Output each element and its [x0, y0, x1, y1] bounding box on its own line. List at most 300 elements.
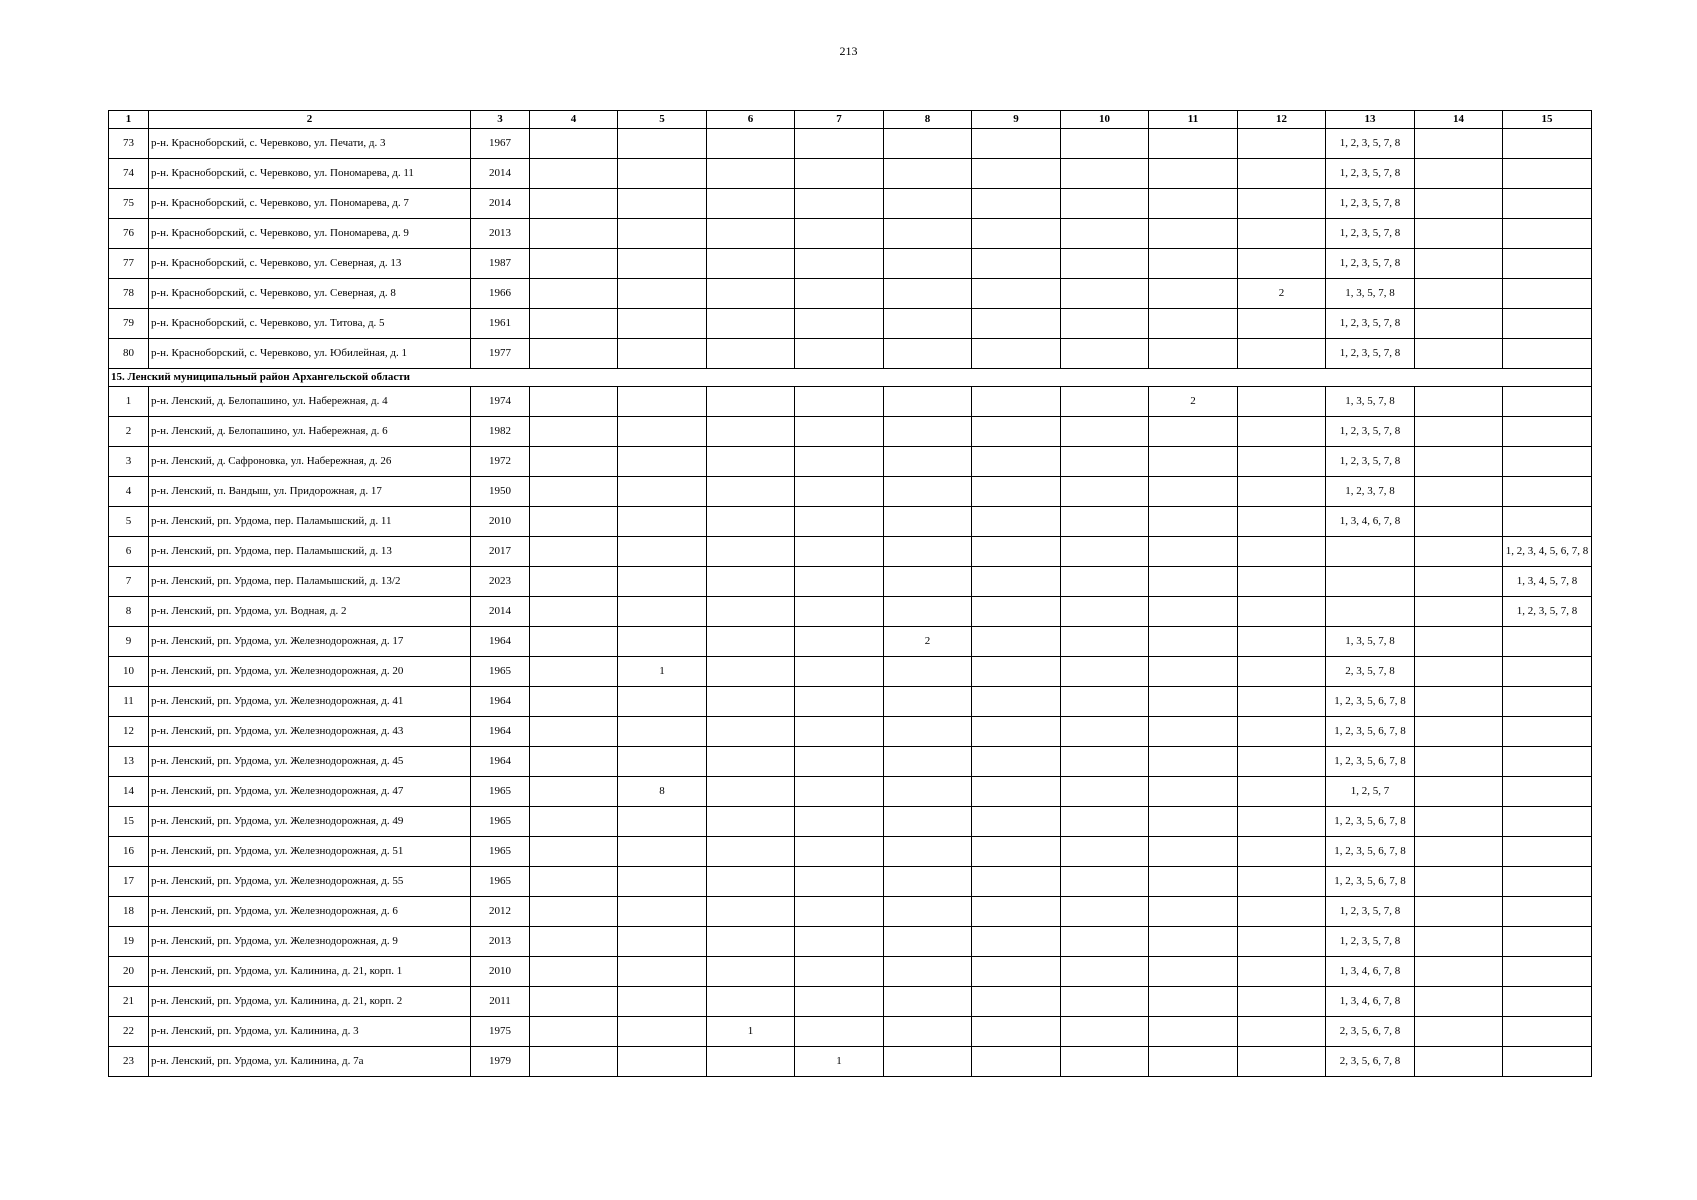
table-cell-col-2: р-н. Ленский, д. Белопашино, ул. Набережная, д. 6 — [149, 417, 471, 447]
table-cell-col-13: 1, 2, 3, 5, 7, 8 — [1326, 159, 1415, 189]
table-cell-col-14 — [1415, 837, 1503, 867]
table-cell-col-7 — [795, 927, 884, 957]
table-row — [109, 387, 1592, 417]
table-cell-col-11 — [1149, 807, 1238, 837]
table-cell-col-5 — [618, 897, 707, 927]
table-cell-col-8 — [884, 339, 972, 369]
table-cell-col-13 — [1326, 597, 1415, 627]
table-cell-col-6 — [707, 867, 795, 897]
table-cell-col-9 — [972, 657, 1061, 687]
table-cell-col-4 — [530, 747, 618, 777]
table-cell-col-3: 1965 — [471, 837, 530, 867]
table-cell-col-13: 1, 2, 3, 5, 6, 7, 8 — [1326, 747, 1415, 777]
table-cell-col-11 — [1149, 129, 1238, 159]
table-cell-col-13: 1, 3, 5, 7, 8 — [1326, 627, 1415, 657]
table-cell-col-9 — [972, 957, 1061, 987]
table-cell-col-10 — [1061, 777, 1149, 807]
table-cell-col-2: р-н. Ленский, рп. Урдома, ул. Железнодорожная, д. 6 — [149, 897, 471, 927]
table-cell-col-14 — [1415, 417, 1503, 447]
table-cell-col-10 — [1061, 339, 1149, 369]
column-header-5: 5 — [618, 111, 707, 129]
table-cell-col-9 — [972, 189, 1061, 219]
table-cell-col-5 — [618, 537, 707, 567]
table-cell-col-6 — [707, 897, 795, 927]
table-cell-col-3: 1974 — [471, 387, 530, 417]
table-cell-col-15 — [1503, 837, 1592, 867]
table-row — [109, 339, 1592, 369]
table-cell-col-10 — [1061, 447, 1149, 477]
table-cell-col-4 — [530, 279, 618, 309]
table-row — [109, 807, 1592, 837]
table-cell-col-8 — [884, 957, 972, 987]
table-cell-col-12 — [1238, 219, 1326, 249]
table-cell-col-5 — [618, 597, 707, 627]
table-cell-col-7 — [795, 279, 884, 309]
table-cell-col-3: 1965 — [471, 807, 530, 837]
table-cell-col-4 — [530, 957, 618, 987]
table-cell-col-14 — [1415, 747, 1503, 777]
table-cell-col-8 — [884, 537, 972, 567]
table-cell-col-7 — [795, 417, 884, 447]
table-cell-col-8 — [884, 189, 972, 219]
table-cell-col-12 — [1238, 129, 1326, 159]
table-cell-col-1: 15 — [109, 807, 149, 837]
table-cell-col-13: 1, 2, 3, 5, 7, 8 — [1326, 309, 1415, 339]
table-cell-col-11 — [1149, 537, 1238, 567]
table-cell-col-10 — [1061, 597, 1149, 627]
table-cell-col-1: 80 — [109, 339, 149, 369]
table-cell-col-12 — [1238, 987, 1326, 1017]
table-cell-col-2: р-н. Ленский, рп. Урдома, пер. Паламышский, д. 11 — [149, 507, 471, 537]
table-cell-col-15 — [1503, 309, 1592, 339]
table-cell-col-9 — [972, 417, 1061, 447]
table-cell-col-14 — [1415, 1017, 1503, 1047]
table-cell-col-9 — [972, 627, 1061, 657]
table-cell-col-1: 22 — [109, 1017, 149, 1047]
table-row — [109, 777, 1592, 807]
table-row — [109, 627, 1592, 657]
table-cell-col-12 — [1238, 309, 1326, 339]
table-cell-col-15 — [1503, 627, 1592, 657]
column-header-7: 7 — [795, 111, 884, 129]
table-cell-col-13: 1, 2, 3, 5, 6, 7, 8 — [1326, 837, 1415, 867]
table-cell-col-4 — [530, 339, 618, 369]
table-cell-col-15 — [1503, 777, 1592, 807]
table-cell-col-2: р-н. Ленский, рп. Урдома, ул. Железнодорожная, д. 47 — [149, 777, 471, 807]
table-cell-col-5 — [618, 279, 707, 309]
table-cell-col-11 — [1149, 597, 1238, 627]
table-cell-col-1: 18 — [109, 897, 149, 927]
table-cell-col-14 — [1415, 927, 1503, 957]
table-cell-col-13: 1, 2, 3, 5, 7, 8 — [1326, 339, 1415, 369]
table-cell-col-7 — [795, 687, 884, 717]
table-cell-col-9 — [972, 447, 1061, 477]
table-cell-col-6 — [707, 249, 795, 279]
table-cell-col-6 — [707, 777, 795, 807]
table-cell-col-8 — [884, 219, 972, 249]
table-cell-col-1: 2 — [109, 417, 149, 447]
column-number-header-row — [109, 111, 1592, 129]
table-cell-col-15: 1, 2, 3, 5, 7, 8 — [1503, 597, 1592, 627]
table-cell-col-3: 2013 — [471, 219, 530, 249]
table-cell-col-6 — [707, 1047, 795, 1077]
table-cell-col-1: 3 — [109, 447, 149, 477]
table-cell-col-10 — [1061, 309, 1149, 339]
table-cell-col-1: 10 — [109, 657, 149, 687]
table-cell-col-1: 73 — [109, 129, 149, 159]
table-cell-col-8 — [884, 687, 972, 717]
table-cell-col-2: р-н. Ленский, рп. Урдома, пер. Паламышский, д. 13 — [149, 537, 471, 567]
table-cell-col-6 — [707, 927, 795, 957]
table-cell-col-2: р-н. Красноборский, с. Черевково, ул. Пономарева, д. 9 — [149, 219, 471, 249]
table-cell-col-2: р-н. Ленский, рп. Урдома, ул. Калинина, д. 7а — [149, 1047, 471, 1077]
table-cell-col-4 — [530, 597, 618, 627]
table-cell-col-9 — [972, 747, 1061, 777]
table-cell-col-7 — [795, 567, 884, 597]
table-cell-col-2: р-н. Ленский, д. Белопашино, ул. Набережная, д. 4 — [149, 387, 471, 417]
table-cell-col-8 — [884, 747, 972, 777]
table-cell-col-10 — [1061, 159, 1149, 189]
table-cell-col-12 — [1238, 957, 1326, 987]
table-cell-col-14 — [1415, 567, 1503, 597]
table-cell-col-1: 76 — [109, 219, 149, 249]
table-cell-col-5 — [618, 249, 707, 279]
table-cell-col-9 — [972, 339, 1061, 369]
table-cell-col-3: 2014 — [471, 597, 530, 627]
table-cell-col-7 — [795, 837, 884, 867]
table-cell-col-15 — [1503, 129, 1592, 159]
table-cell-col-12 — [1238, 477, 1326, 507]
table-cell-col-7 — [795, 219, 884, 249]
table-cell-col-6 — [707, 387, 795, 417]
table-cell-col-7 — [795, 597, 884, 627]
table-cell-col-2: р-н. Красноборский, с. Черевково, ул. Печати, д. 3 — [149, 129, 471, 159]
table-cell-col-6 — [707, 477, 795, 507]
table-cell-col-15 — [1503, 189, 1592, 219]
table-cell-col-11 — [1149, 339, 1238, 369]
table-cell-col-11 — [1149, 687, 1238, 717]
table-cell-col-10 — [1061, 189, 1149, 219]
table-cell-col-8 — [884, 477, 972, 507]
table-cell-col-1: 8 — [109, 597, 149, 627]
table-cell-col-14 — [1415, 189, 1503, 219]
table-cell-col-3: 2014 — [471, 159, 530, 189]
table-cell-col-7 — [795, 807, 884, 837]
table-cell-col-15 — [1503, 687, 1592, 717]
column-header-14: 14 — [1415, 111, 1503, 129]
table-cell-col-6 — [707, 657, 795, 687]
table-cell-col-14 — [1415, 387, 1503, 417]
table-cell-col-3: 2010 — [471, 957, 530, 987]
table-cell-col-13: 2, 3, 5, 6, 7, 8 — [1326, 1047, 1415, 1077]
table-cell-col-13: 1, 3, 4, 6, 7, 8 — [1326, 987, 1415, 1017]
table-cell-col-12 — [1238, 747, 1326, 777]
table-cell-col-11 — [1149, 159, 1238, 189]
column-header-9: 9 — [972, 111, 1061, 129]
table-cell-col-11 — [1149, 657, 1238, 687]
table-cell-col-15 — [1503, 387, 1592, 417]
table-cell-col-4 — [530, 837, 618, 867]
table-cell-col-11 — [1149, 1047, 1238, 1077]
table-cell-col-2: р-н. Красноборский, с. Черевково, ул. Юбилейная, д. 1 — [149, 339, 471, 369]
table-cell-col-1: 78 — [109, 279, 149, 309]
table-cell-col-7 — [795, 129, 884, 159]
table-cell-col-6 — [707, 747, 795, 777]
table-cell-col-15 — [1503, 339, 1592, 369]
table-cell-col-2: р-н. Красноборский, с. Черевково, ул. Северная, д. 13 — [149, 249, 471, 279]
table-cell-col-6 — [707, 159, 795, 189]
table-cell-col-15 — [1503, 717, 1592, 747]
table-cell-col-1: 77 — [109, 249, 149, 279]
table-cell-col-2: р-н. Красноборский, с. Черевково, ул. Северная, д. 8 — [149, 279, 471, 309]
table-cell-col-3: 2023 — [471, 567, 530, 597]
table-cell-col-12 — [1238, 537, 1326, 567]
table-cell-col-5 — [618, 837, 707, 867]
table-row — [109, 717, 1592, 747]
table-cell-col-3: 1964 — [471, 687, 530, 717]
table-cell-col-2: р-н. Ленский, рп. Урдома, ул. Железнодорожная, д. 17 — [149, 627, 471, 657]
table-cell-col-3: 1950 — [471, 477, 530, 507]
table-cell-col-3: 1965 — [471, 657, 530, 687]
table-cell-col-12 — [1238, 597, 1326, 627]
column-header-8: 8 — [884, 111, 972, 129]
table-cell-col-1: 7 — [109, 567, 149, 597]
housing-register-table — [108, 110, 1592, 1077]
table-cell-col-5 — [618, 447, 707, 477]
table-cell-col-4 — [530, 1017, 618, 1047]
table-cell-col-10 — [1061, 717, 1149, 747]
table-cell-col-2: р-н. Ленский, рп. Урдома, ул. Железнодорожная, д. 45 — [149, 747, 471, 777]
table-cell-col-15 — [1503, 447, 1592, 477]
table-cell-col-5 — [618, 1017, 707, 1047]
table-cell-col-7 — [795, 957, 884, 987]
table-cell-col-10 — [1061, 747, 1149, 777]
table-cell-col-3: 1967 — [471, 129, 530, 159]
table-cell-col-2: р-н. Ленский, рп. Урдома, ул. Железнодорожная, д. 55 — [149, 867, 471, 897]
table-cell-col-3: 1975 — [471, 1017, 530, 1047]
table-cell-col-5 — [618, 567, 707, 597]
table-cell-col-10 — [1061, 249, 1149, 279]
table-cell-col-5 — [618, 129, 707, 159]
column-header-13: 13 — [1326, 111, 1415, 129]
table-cell-col-13 — [1326, 537, 1415, 567]
table-cell-col-9 — [972, 159, 1061, 189]
table-cell-col-4 — [530, 1047, 618, 1077]
table-cell-col-15 — [1503, 417, 1592, 447]
table-row — [109, 987, 1592, 1017]
table-cell-col-4 — [530, 717, 618, 747]
table-cell-col-8 — [884, 777, 972, 807]
table-cell-col-15: 1, 2, 3, 4, 5, 6, 7, 8 — [1503, 537, 1592, 567]
table-cell-col-5: 1 — [618, 657, 707, 687]
table-cell-col-3: 2017 — [471, 537, 530, 567]
table-cell-col-15 — [1503, 957, 1592, 987]
table-cell-col-9 — [972, 717, 1061, 747]
table-cell-col-4 — [530, 627, 618, 657]
table-cell-col-9 — [972, 807, 1061, 837]
table-cell-col-11 — [1149, 417, 1238, 447]
table-cell-col-11 — [1149, 897, 1238, 927]
table-cell-col-3: 2011 — [471, 987, 530, 1017]
table-cell-col-3: 1964 — [471, 747, 530, 777]
table-cell-col-15 — [1503, 657, 1592, 687]
table-cell-col-4 — [530, 987, 618, 1017]
table-cell-col-12 — [1238, 897, 1326, 927]
table-cell-col-4 — [530, 807, 618, 837]
table-cell-col-7 — [795, 897, 884, 927]
table-cell-col-8 — [884, 717, 972, 747]
table-cell-col-9 — [972, 249, 1061, 279]
table-cell-col-2: р-н. Ленский, рп. Урдома, ул. Железнодорожная, д. 20 — [149, 657, 471, 687]
table-cell-col-11 — [1149, 567, 1238, 597]
table-cell-col-6 — [707, 717, 795, 747]
table-cell-col-9 — [972, 477, 1061, 507]
table-row — [109, 687, 1592, 717]
table-cell-col-13: 1, 3, 5, 7, 8 — [1326, 279, 1415, 309]
table-cell-col-1: 19 — [109, 927, 149, 957]
table-cell-col-13: 1, 2, 3, 5, 7, 8 — [1326, 897, 1415, 927]
table-cell-col-14 — [1415, 957, 1503, 987]
table-cell-col-8 — [884, 387, 972, 417]
table-cell-col-2: р-н. Ленский, рп. Урдома, пер. Паламышский, д. 13/2 — [149, 567, 471, 597]
column-header-10: 10 — [1061, 111, 1149, 129]
table-cell-col-12 — [1238, 927, 1326, 957]
table-cell-col-3: 1964 — [471, 717, 530, 747]
table-cell-col-4 — [530, 537, 618, 567]
table-cell-col-4 — [530, 219, 618, 249]
table-cell-col-2: р-н. Ленский, п. Вандыш, ул. Придорожная, д. 17 — [149, 477, 471, 507]
table-row — [109, 747, 1592, 777]
table-cell-col-7 — [795, 387, 884, 417]
table-cell-col-14 — [1415, 987, 1503, 1017]
table-cell-col-2: р-н. Ленский, рп. Урдома, ул. Калинина, д. 21, корп. 2 — [149, 987, 471, 1017]
table-cell-col-2: р-н. Красноборский, с. Черевково, ул. Пономарева, д. 11 — [149, 159, 471, 189]
table-cell-col-10 — [1061, 807, 1149, 837]
table-cell-col-10 — [1061, 1017, 1149, 1047]
table-cell-col-15 — [1503, 807, 1592, 837]
table-cell-col-5 — [618, 687, 707, 717]
table-cell-col-6 — [707, 537, 795, 567]
table-cell-col-6: 1 — [707, 1017, 795, 1047]
table-cell-col-5 — [618, 627, 707, 657]
table-cell-col-5 — [618, 927, 707, 957]
table-cell-col-11 — [1149, 189, 1238, 219]
table-cell-col-14 — [1415, 657, 1503, 687]
table-cell-col-9 — [972, 309, 1061, 339]
table-cell-col-8 — [884, 897, 972, 927]
table-cell-col-5: 8 — [618, 777, 707, 807]
table-cell-col-7 — [795, 159, 884, 189]
table-cell-col-13: 1, 2, 3, 5, 6, 7, 8 — [1326, 687, 1415, 717]
table-cell-col-9 — [972, 927, 1061, 957]
table-cell-col-11 — [1149, 927, 1238, 957]
table-cell-col-5 — [618, 159, 707, 189]
table-cell-col-8 — [884, 279, 972, 309]
table-cell-col-4 — [530, 657, 618, 687]
table-row — [109, 417, 1592, 447]
table-cell-col-14 — [1415, 537, 1503, 567]
table-cell-col-8 — [884, 567, 972, 597]
table-row — [109, 1017, 1592, 1047]
table-cell-col-10 — [1061, 1047, 1149, 1077]
table-row — [109, 957, 1592, 987]
table-cell-col-14 — [1415, 777, 1503, 807]
table-cell-col-1: 6 — [109, 537, 149, 567]
table-cell-col-10 — [1061, 477, 1149, 507]
column-header-3: 3 — [471, 111, 530, 129]
table-row — [109, 867, 1592, 897]
table-cell-col-11 — [1149, 777, 1238, 807]
table-cell-col-12 — [1238, 339, 1326, 369]
table-cell-col-13: 2, 3, 5, 6, 7, 8 — [1326, 1017, 1415, 1047]
table-cell-col-1: 13 — [109, 747, 149, 777]
table-cell-col-6 — [707, 687, 795, 717]
table-cell-col-13: 1, 2, 3, 5, 7, 8 — [1326, 219, 1415, 249]
table-cell-col-6 — [707, 309, 795, 339]
table-cell-col-10 — [1061, 129, 1149, 159]
table-cell-col-7 — [795, 477, 884, 507]
table-cell-col-10 — [1061, 897, 1149, 927]
table-cell-col-4 — [530, 567, 618, 597]
table-cell-col-2: р-н. Красноборский, с. Черевково, ул. Титова, д. 5 — [149, 309, 471, 339]
table-cell-col-5 — [618, 717, 707, 747]
column-header-2: 2 — [149, 111, 471, 129]
table-cell-col-15 — [1503, 1047, 1592, 1077]
table-cell-col-12 — [1238, 777, 1326, 807]
table-cell-col-6 — [707, 279, 795, 309]
table-cell-col-9 — [972, 597, 1061, 627]
table-cell-col-14 — [1415, 897, 1503, 927]
table-cell-col-15 — [1503, 747, 1592, 777]
table-cell-col-14 — [1415, 597, 1503, 627]
table-cell-col-4 — [530, 417, 618, 447]
table-cell-col-10 — [1061, 957, 1149, 987]
table-cell-col-15 — [1503, 987, 1592, 1017]
table-cell-col-8 — [884, 159, 972, 189]
table-cell-col-14 — [1415, 1047, 1503, 1077]
table-cell-col-14 — [1415, 219, 1503, 249]
table-row — [109, 537, 1592, 567]
table-cell-col-6 — [707, 987, 795, 1017]
table-cell-col-7 — [795, 339, 884, 369]
table-cell-col-9 — [972, 537, 1061, 567]
table-cell-col-12 — [1238, 717, 1326, 747]
table-cell-col-10 — [1061, 867, 1149, 897]
table-cell-col-5 — [618, 747, 707, 777]
table-cell-col-3: 1965 — [471, 867, 530, 897]
table-cell-col-15 — [1503, 477, 1592, 507]
section-title: 15. Ленский муниципальный район Архангельской области — [109, 369, 1592, 387]
table-cell-col-2: р-н. Ленский, д. Сафроновка, ул. Набережная, д. 26 — [149, 447, 471, 477]
table-cell-col-5 — [618, 219, 707, 249]
table-cell-col-10 — [1061, 417, 1149, 447]
table-cell-col-3: 2013 — [471, 927, 530, 957]
table-cell-col-11 — [1149, 477, 1238, 507]
table-row — [109, 219, 1592, 249]
table-cell-col-15 — [1503, 897, 1592, 927]
table-cell-col-1: 20 — [109, 957, 149, 987]
table-cell-col-1: 4 — [109, 477, 149, 507]
table-cell-col-13: 1, 2, 3, 7, 8 — [1326, 477, 1415, 507]
table-cell-col-7 — [795, 867, 884, 897]
table-cell-col-6 — [707, 219, 795, 249]
table-cell-col-15 — [1503, 219, 1592, 249]
table-cell-col-7 — [795, 747, 884, 777]
table-cell-col-15 — [1503, 507, 1592, 537]
table-cell-col-3: 2014 — [471, 189, 530, 219]
table-cell-col-11 — [1149, 627, 1238, 657]
table-row — [109, 837, 1592, 867]
